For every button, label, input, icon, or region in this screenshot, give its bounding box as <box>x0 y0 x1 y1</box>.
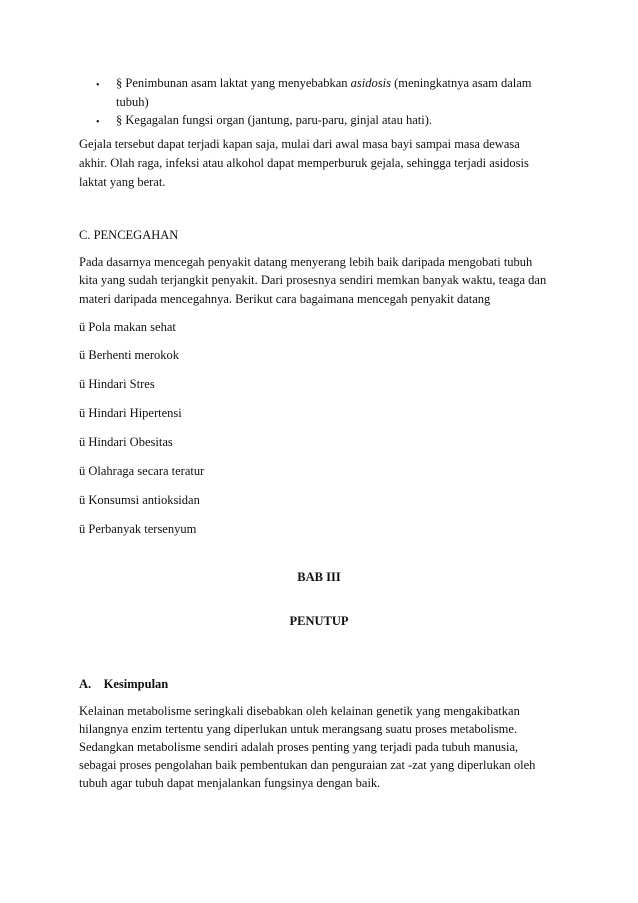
chapter-number: BAB III <box>297 570 341 584</box>
paragraph-line: Pada dasarnya mencegah penyakit datang menyerang lebih baik daripada mengobati tubuh <box>79 255 533 269</box>
paragraph-line: hilangnya enzim tertentu yang diperlukan untuk merangsang suatu proses metabolisme. <box>79 722 518 736</box>
list-item: ü Berhenti merokok <box>79 348 179 362</box>
bullet-continuation: tubuh) <box>116 95 149 109</box>
chapter-title: PENUTUP <box>289 614 349 628</box>
paragraph-line: Sedangkan metabolisme sendiri adalah proses penting yang terjadi pada tubuh manusia, <box>79 740 519 754</box>
list-item: ü Perbanyak tersenyum <box>79 522 197 536</box>
list-item: ü Hindari Obesitas <box>79 435 173 449</box>
list-item: ü Hindari Hipertensi <box>79 406 182 420</box>
list-item: ü Konsumsi antioksidan <box>79 493 200 507</box>
section-heading: C. PENCEGAHAN <box>79 228 179 242</box>
subsection-heading: A. Kesimpulan <box>79 677 169 691</box>
paragraph-line: Gejala tersebut dapat terjadi kapan saja, mulai dari awal masa bayi sampai masa dewasa <box>79 137 520 151</box>
bullet-emphasis: asidosis <box>350 76 391 90</box>
bullet-text: § Penimbunan asam laktat yang menyebabkan <box>116 76 351 90</box>
paragraph-line: Kelainan metabolisme seringkali disebabkan oleh kelainan genetik yang mengakibatkan <box>79 704 520 718</box>
paragraph-line: laktat yang berat. <box>79 175 166 189</box>
paragraph-line: akhir. Olah raga, infeksi atau alkohol dapat memperburuk gejala, sehingga terjadi asidosis <box>79 156 529 170</box>
paragraph-line: materi daripada mencegahnya. Berikut cara bagaimana mencegah penyakit datang <box>79 292 491 306</box>
paragraph-line: tubuh agar tubuh dapat menjalankan fungsinya dengan baik. <box>79 776 381 790</box>
paragraph-line: kita yang sudah terjangkit penyakit. Dari prosesnya sendiri memkan banyak waktu, teaga dan <box>79 273 547 287</box>
bullet-symbol: • <box>96 80 100 91</box>
bullet-symbol: • <box>96 117 100 128</box>
list-item: ü Pola makan sehat <box>79 320 176 334</box>
bullet-item <box>116 76 532 91</box>
list-item: ü Hindari Stres <box>79 377 155 391</box>
paragraph-line: sebagai proses pengolahan baik pembentukan dan penguraian zat -zat yang diperlukan oleh <box>79 758 536 772</box>
bullet-text-cont: (meningkatnya asam dalam <box>390 76 532 90</box>
bullet-item: § Kegagalan fungsi organ (jantung, paru-paru, ginjal atau hati). <box>116 113 432 127</box>
list-item: ü Olahraga secara teratur <box>79 464 205 478</box>
